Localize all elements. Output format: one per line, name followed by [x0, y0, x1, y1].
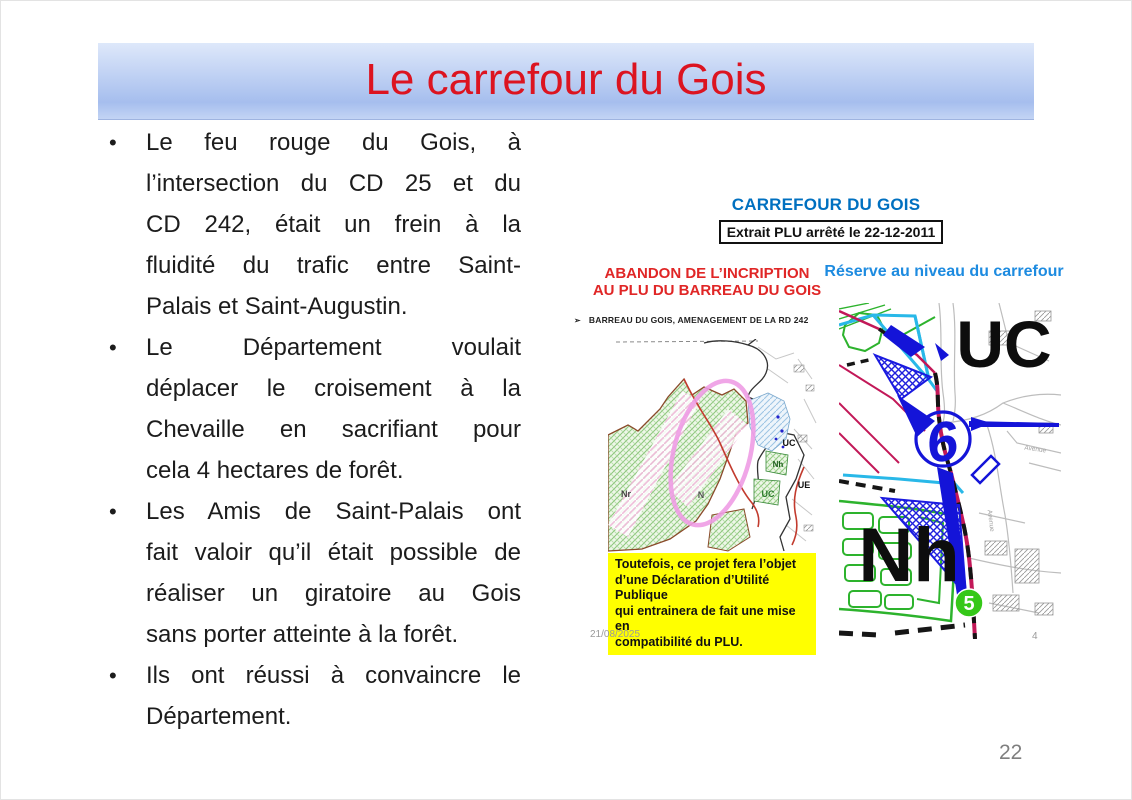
reserve-map: [839, 303, 1061, 639]
bullet-item: [101, 655, 521, 737]
bullet-dot: •: [109, 130, 117, 155]
label-ue: UE: [797, 480, 811, 490]
label-n: N: [697, 490, 705, 500]
bullet-line: déplacer le croisement à la: [146, 375, 521, 402]
bullet-line: CD 242, était un frein à la: [146, 211, 521, 238]
bullet-dot: •: [109, 335, 117, 360]
bullet-line: fait valoir qu’il était possible de: [146, 539, 521, 566]
slide-page-number: 22: [999, 741, 1023, 764]
abandon-heading-line1: ABANDON DE L’INCRIPTION: [604, 265, 810, 282]
label-uc-top: UC: [782, 438, 796, 448]
note-line: d’une Déclaration d’Utilité Publique: [615, 572, 770, 602]
reserve-number-5: 5: [963, 593, 975, 615]
zone-label-nh: Nh: [858, 513, 960, 598]
plu-map: [608, 339, 818, 554]
bullet-line: sans porter atteinte à la forêt.: [146, 621, 459, 648]
bullet-item: [101, 327, 521, 491]
arrow-bullet-text: BARREAU DU GOIS, AMENAGEMENT DE LA RD 242: [588, 315, 809, 325]
arrow-bullet-icon: ➢: [574, 316, 581, 325]
bullet-item: [101, 122, 521, 327]
figure-page-number: 4: [1032, 631, 1038, 642]
bullet-line: Chevaille en sacrifiant pour: [146, 416, 521, 443]
bullet-line: l’intersection du CD 25 et du: [146, 170, 521, 197]
bullet-line: Le feu rouge du Gois, à: [146, 129, 521, 156]
bullet-line: Palais et Saint-Augustin.: [146, 293, 408, 320]
note-line: compatibilité du PLU.: [615, 634, 743, 649]
figure-subheading-box: Extrait PLU arrêté le 22-12-2011: [719, 220, 943, 244]
bullet-dot: •: [109, 663, 117, 688]
note-line: Toutefois, ce projet fera l’objet: [615, 557, 797, 571]
reserve-number-6: 6: [921, 408, 962, 475]
figure-date: 21/08/2025: [590, 629, 641, 640]
page-title: Le carrefour du Gois: [365, 55, 767, 104]
figure-heading: CARREFOUR DU GOIS: [731, 195, 921, 214]
bullet-line: fluidité du trafic entre Saint-: [146, 252, 521, 279]
bullet-line: Les Amis de Saint-Palais ont: [146, 498, 521, 525]
note-line: qui entrainera de fait une mise en: [615, 603, 796, 633]
street-label-avenue-b: Avenue: [985, 509, 996, 533]
bullet-item: [101, 491, 521, 655]
street-label-avenue-a: Avenue: [1023, 444, 1047, 455]
abandon-heading: [566, 265, 848, 299]
bullet-line: cela 4 hectares de forêt.: [146, 457, 404, 484]
embedded-figure: [566, 179, 1088, 659]
bullet-line: réaliser un giratoire au Gois: [146, 580, 521, 607]
label-nr: Nr: [620, 489, 632, 499]
bullet-line: Le Département voulait: [146, 334, 521, 361]
abandon-heading-line2: AU PLU DU BARREAU DU GOIS: [592, 282, 822, 299]
reserve-heading: Réserve au niveau du carrefour: [824, 263, 1064, 280]
zone-label-uc: UC: [956, 307, 1052, 381]
arrow-bullet: [574, 315, 834, 325]
bullet-list: [101, 122, 521, 737]
bullet-dot: •: [109, 499, 117, 524]
bullet-line: Ils ont réussi à convaincre le: [146, 662, 521, 689]
title-banner: [98, 43, 1034, 120]
label-uc-low: UC: [761, 489, 775, 499]
label-nh: Nh: [772, 460, 784, 469]
bullet-line: Département.: [146, 703, 292, 730]
